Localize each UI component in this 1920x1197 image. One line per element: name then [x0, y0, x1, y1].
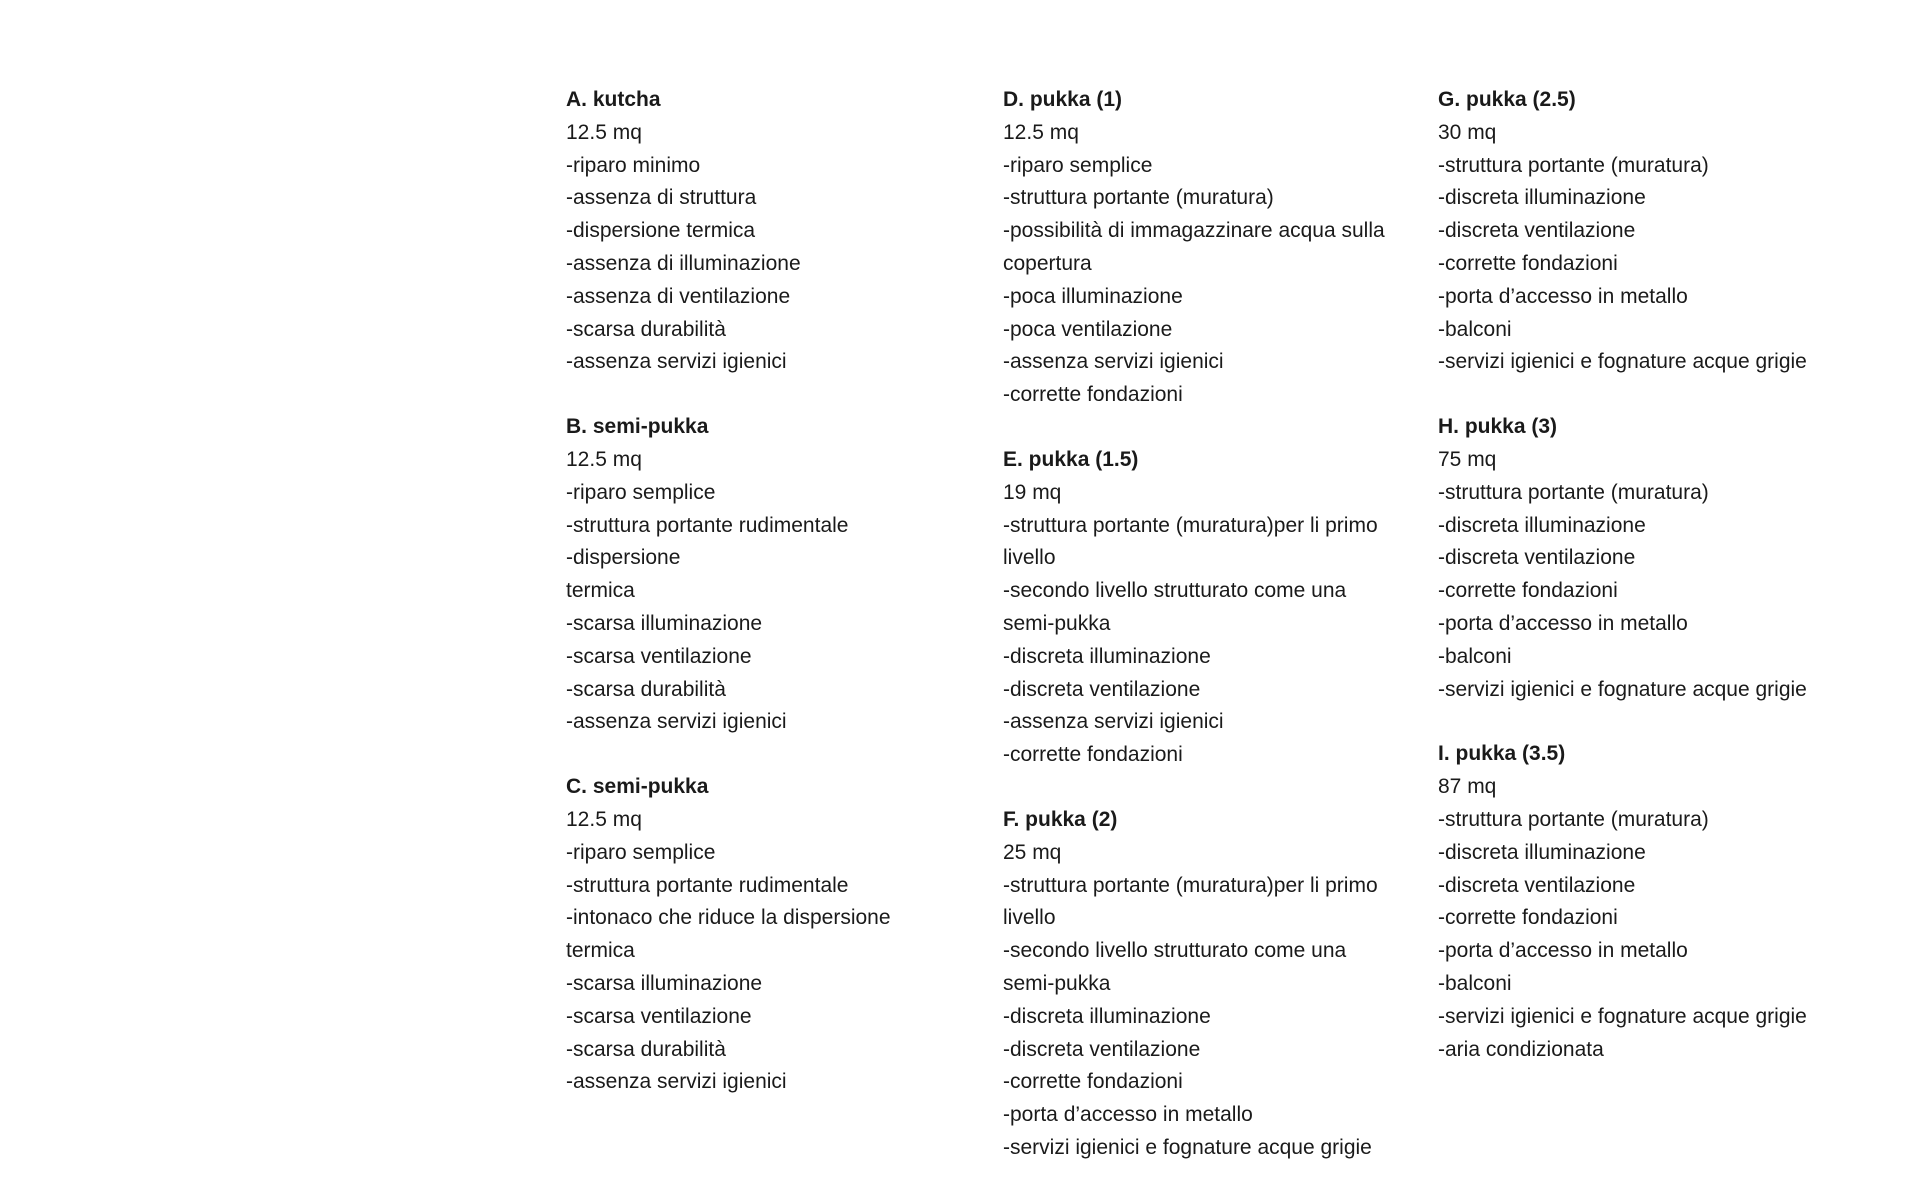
entry-feature: -assenza servizi igienici [566, 1070, 787, 1094]
entry-feature: -balconi [1438, 644, 1512, 668]
entry-feature: -riparo semplice [566, 480, 716, 504]
entry-feature: -struttura portante (muratura)per li primo [1003, 513, 1378, 537]
entry-feature: semi-pukka [1003, 611, 1111, 635]
house-type-entry [1438, 738, 1908, 1066]
entry-feature: -poca illuminazione [1003, 284, 1183, 308]
entry-feature: -scarsa durabilità [566, 317, 726, 341]
house-type-entry [566, 84, 986, 379]
entry-feature: -discreta illuminazione [1438, 513, 1646, 537]
entry-feature: -struttura portante (muratura) [1003, 186, 1274, 210]
entry-feature: -assenza servizi igienici [566, 350, 787, 374]
entry-feature: -balconi [1438, 317, 1512, 341]
entry-feature: -corrette fondazioni [1438, 251, 1618, 275]
entry-feature: termica [566, 579, 635, 603]
entry-feature: -discreta illuminazione [1003, 1004, 1211, 1028]
entry-area: 75 mq [1438, 447, 1497, 471]
entry-feature: -scarsa ventilazione [566, 644, 752, 668]
entry-title: C. semi-pukka [566, 775, 709, 799]
column-1 [566, 84, 986, 1131]
entry-area: 12.5 mq [566, 120, 642, 144]
entry-feature: -possibilità di immagazzinare acqua sulla [1003, 219, 1385, 243]
entry-feature: -discreta illuminazione [1438, 840, 1646, 864]
entry-feature: -struttura portante (muratura) [1438, 807, 1709, 831]
entry-feature: -discreta illuminazione [1438, 186, 1646, 210]
entry-feature: -assenza servizi igienici [1003, 350, 1224, 374]
entry-title: B. semi-pukka [566, 415, 709, 439]
entry-feature: -porta d’accesso in metallo [1438, 939, 1688, 963]
entry-feature: -scarsa durabilità [566, 677, 726, 701]
entry-feature: -intonaco che riduce la dispersione [566, 906, 891, 930]
entry-feature: -secondo livello strutturato come una [1003, 939, 1347, 963]
house-type-entry [1003, 84, 1423, 412]
entry-feature: livello [1003, 546, 1056, 570]
entry-title: F. pukka (2) [1003, 807, 1118, 831]
entry-feature: -riparo semplice [566, 840, 716, 864]
entry-title: H. pukka (3) [1438, 415, 1558, 439]
entry-area: 19 mq [1003, 480, 1062, 504]
entry-feature: -servizi igienici e fognature acque grigie [1438, 677, 1807, 701]
entry-feature: -struttura portante rudimentale [566, 513, 849, 537]
entry-feature: -dispersione [566, 546, 681, 570]
entry-area: 12.5 mq [1003, 120, 1079, 144]
house-type-entry [1438, 84, 1908, 379]
entry-feature: -riparo semplice [1003, 153, 1153, 177]
entry-feature: -aria condizionata [1438, 1037, 1604, 1061]
entry-feature: -servizi igienici e fognature acque grigie [1003, 1135, 1372, 1159]
entry-feature: -porta d’accesso in metallo [1438, 284, 1688, 308]
entry-feature: -scarsa illuminazione [566, 611, 763, 635]
entry-feature: livello [1003, 906, 1056, 930]
entry-feature: -corrette fondazioni [1003, 383, 1183, 407]
entry-area: 30 mq [1438, 120, 1497, 144]
entry-feature: -servizi igienici e fognature acque grigie [1438, 350, 1807, 374]
entry-feature: -struttura portante rudimentale [566, 873, 849, 897]
entry-feature: -corrette fondazioni [1003, 743, 1183, 767]
entry-feature: copertura [1003, 251, 1092, 275]
column-2 [1003, 84, 1423, 1197]
entry-feature: -assenza di illuminazione [566, 251, 801, 275]
entry-feature: -dispersione termica [566, 219, 756, 243]
entry-feature: -assenza di ventilazione [566, 284, 791, 308]
entry-area: 12.5 mq [566, 807, 642, 831]
entry-feature: -struttura portante (muratura) [1438, 153, 1709, 177]
entry-feature: -balconi [1438, 971, 1512, 995]
entry-feature: -assenza servizi igienici [566, 710, 787, 734]
entry-feature: -servizi igienici e fognature acque grigie [1438, 1004, 1807, 1028]
entry-feature: -corrette fondazioni [1003, 1070, 1183, 1094]
entry-feature: -secondo livello strutturato come una [1003, 579, 1347, 603]
entry-feature: -scarsa durabilità [566, 1037, 726, 1061]
entry-feature: -poca ventilazione [1003, 317, 1173, 341]
entry-feature: -porta d’accesso in metallo [1438, 611, 1688, 635]
entry-feature: -discreta ventilazione [1438, 546, 1636, 570]
column-3 [1438, 84, 1908, 1098]
house-type-entry [566, 411, 986, 739]
entry-feature: -assenza servizi igienici [1003, 710, 1224, 734]
entry-feature: -discreta ventilazione [1003, 677, 1201, 701]
entry-feature: -discreta ventilazione [1438, 219, 1636, 243]
entry-feature: -corrette fondazioni [1438, 906, 1618, 930]
entry-area: 25 mq [1003, 840, 1062, 864]
entry-feature: -discreta ventilazione [1003, 1037, 1201, 1061]
entry-title: G. pukka (2.5) [1438, 88, 1576, 111]
entry-title: I. pukka (3.5) [1438, 742, 1566, 766]
house-type-entry [1003, 804, 1423, 1165]
entry-feature: -assenza di struttura [566, 186, 757, 210]
entry-feature: semi-pukka [1003, 971, 1111, 995]
entry-feature: -discreta illuminazione [1003, 644, 1211, 668]
entry-feature: -scarsa illuminazione [566, 971, 763, 995]
entry-feature: termica [566, 939, 635, 963]
house-type-entry [1003, 444, 1423, 772]
house-type-entry [566, 771, 986, 1099]
entry-title: A. kutcha [566, 88, 661, 111]
entry-title: D. pukka (1) [1003, 88, 1123, 111]
entry-feature: -struttura portante (muratura)per li primo [1003, 873, 1378, 897]
entry-feature: -corrette fondazioni [1438, 579, 1618, 603]
house-type-entry [1438, 411, 1908, 706]
entry-feature: -scarsa ventilazione [566, 1004, 752, 1028]
entry-feature: -porta d’accesso in metallo [1003, 1103, 1253, 1127]
entry-area: 87 mq [1438, 775, 1497, 799]
entry-title: E. pukka (1.5) [1003, 447, 1139, 471]
entry-area: 12.5 mq [566, 447, 642, 471]
entry-feature: -discreta ventilazione [1438, 873, 1636, 897]
entry-feature: -riparo minimo [566, 153, 701, 177]
entry-feature: -struttura portante (muratura) [1438, 480, 1709, 504]
